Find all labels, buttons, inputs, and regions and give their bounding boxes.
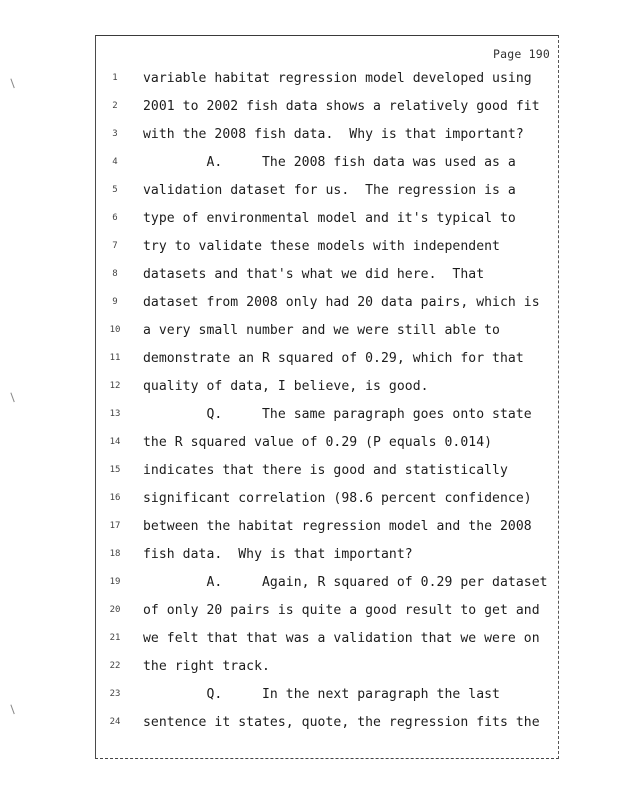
transcript-line (96, 430, 558, 458)
line-number: 8 (112, 269, 118, 279)
line-number: 10 (109, 325, 121, 335)
line-text: demonstrate an R squared of 0.29, which for that (143, 351, 524, 366)
line-text: the right track. (143, 659, 270, 674)
margin-mark (10, 704, 16, 714)
margin-mark (10, 392, 16, 402)
margin-mark (10, 78, 16, 88)
transcript-line (96, 570, 558, 598)
transcript-line (96, 262, 558, 290)
line-number: 18 (109, 549, 121, 559)
transcript-line (96, 346, 558, 374)
line-number: 2 (112, 101, 118, 111)
transcript-page (95, 35, 559, 759)
page-number: Page 190 (493, 47, 550, 61)
line-text: of only 20 pairs is quite a good result to get and (143, 603, 540, 618)
line-number: 17 (109, 521, 121, 531)
transcript-line (96, 122, 558, 150)
transcript-line (96, 542, 558, 570)
transcript-line (96, 402, 558, 430)
transcript-line (96, 94, 558, 122)
line-number: 23 (109, 689, 121, 699)
line-text: A. The 2008 fish data was used as a (143, 155, 516, 170)
line-text: significant correlation (98.6 percent confidence) (143, 491, 532, 506)
line-number: 3 (112, 129, 118, 139)
transcript-line (96, 486, 558, 514)
transcript-line (96, 178, 558, 206)
line-number: 7 (112, 241, 118, 251)
line-text: fish data. Why is that important? (143, 547, 413, 562)
line-text: sentence it states, quote, the regression fits the (143, 715, 540, 730)
line-number: 21 (109, 633, 121, 643)
transcript-line (96, 206, 558, 234)
transcript-line (96, 626, 558, 654)
line-text: the R squared value of 0.29 (P equals 0.014) (143, 435, 493, 450)
transcript-line (96, 654, 558, 682)
line-number: 14 (109, 437, 121, 447)
line-text: datasets and that's what we did here. That (143, 267, 485, 282)
line-text: type of environmental model and it's typical to (143, 211, 516, 226)
line-text: validation dataset for us. The regression is a (143, 183, 516, 198)
line-number: 22 (109, 661, 121, 671)
transcript-line (96, 374, 558, 402)
line-text: Q. In the next paragraph the last (143, 687, 500, 702)
transcript-line (96, 458, 558, 486)
line-text: between the habitat regression model and the 2008 (143, 519, 532, 534)
transcript-line (96, 598, 558, 626)
line-number: 19 (109, 577, 121, 587)
transcript-line (96, 710, 558, 738)
line-text: try to validate these models with independent (143, 239, 500, 254)
line-text: we felt that that was a validation that we were on (143, 631, 540, 646)
transcript-line (96, 290, 558, 318)
line-number: 12 (109, 381, 121, 391)
line-text: 2001 to 2002 fish data shows a relatively good fit (143, 99, 540, 114)
line-text: variable habitat regression model developed using (143, 71, 532, 86)
transcript-line (96, 150, 558, 178)
line-text: A. Again, R squared of 0.29 per dataset (143, 575, 548, 590)
line-number: 6 (112, 213, 118, 223)
line-number: 9 (112, 297, 118, 307)
line-text: indicates that there is good and statistically (143, 463, 508, 478)
line-number: 5 (112, 185, 118, 195)
line-number: 11 (109, 353, 121, 363)
line-text: a very small number and we were still able to (143, 323, 500, 338)
line-text: quality of data, I believe, is good. (143, 379, 429, 394)
line-number: 13 (109, 409, 121, 419)
line-number: 4 (112, 157, 118, 167)
transcript-line (96, 682, 558, 710)
line-number: 16 (109, 493, 121, 503)
line-number: 20 (109, 605, 121, 615)
transcript-line (96, 318, 558, 346)
line-number: 1 (112, 73, 118, 83)
line-text: dataset from 2008 only had 20 data pairs, which is (143, 295, 540, 310)
line-text: Q. The same paragraph goes onto state (143, 407, 532, 422)
line-number: 15 (109, 465, 121, 475)
transcript-line (96, 514, 558, 542)
line-text: with the 2008 fish data. Why is that important? (143, 127, 524, 142)
transcript-line (96, 234, 558, 262)
line-number: 24 (109, 717, 121, 727)
transcript-line (96, 66, 558, 94)
